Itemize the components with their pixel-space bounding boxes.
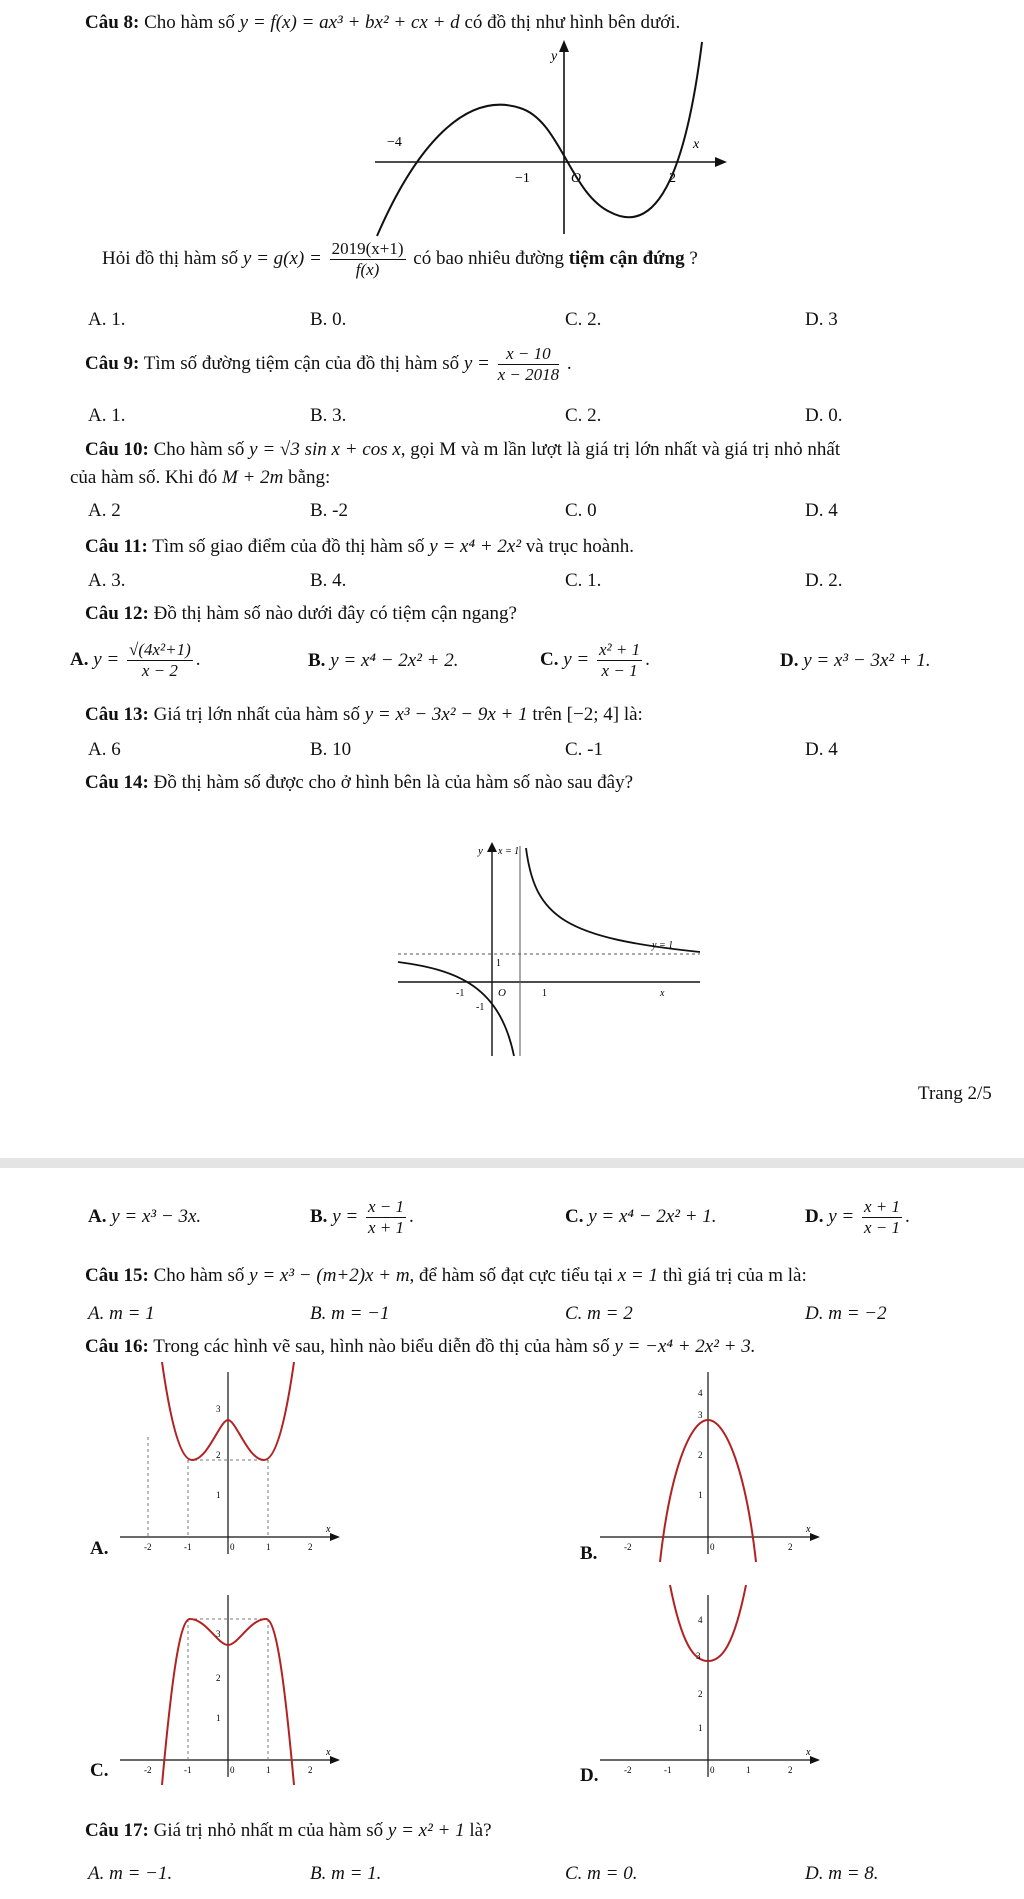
q14-option-d: D. y = $\frac{x + 1}{x - 1}$ .	[805, 1197, 910, 1238]
q8-sub-suffix: có bao nhiêu đường	[413, 248, 564, 269]
q16-c-tick-x0: 0	[230, 1765, 235, 1775]
q16-a-x-label: x	[326, 1524, 331, 1535]
q10-option-c: C. 0	[565, 500, 597, 521]
q15-text2: , để hàm số đạt cực tiểu tại	[409, 1265, 613, 1286]
q10-option-d: D. 4	[805, 500, 838, 521]
q12-option-a: A. y = $\frac{\text{√(4x²+1)}}{x - 2}$ .	[70, 640, 201, 681]
q14-d-label: D.	[805, 1206, 824, 1227]
q14-minus1-x-label: -1	[456, 988, 465, 999]
q15-formula: y = x³ − (m+2)x + m	[249, 1265, 410, 1286]
q14-option-b: B. y = $\frac{x - 1}{x + 1}$ .	[310, 1197, 414, 1238]
q16-b-x-arrow	[810, 1533, 820, 1541]
q11-label: Câu 11:	[85, 536, 148, 557]
q15-x1: x = 1	[617, 1265, 658, 1286]
q16-b-tick-y4: 4	[698, 1388, 703, 1398]
q14-d-den: x − 1	[864, 1218, 901, 1238]
q10-text2: , gọi M và m lần lượt là giá trị lớn nhất và giá trị nhỏ nhất	[400, 439, 841, 460]
q16-text: Trong các hình vẽ sau, hình nào biểu diễn đồ thị của hàm số	[153, 1336, 610, 1357]
q13-option-b: B. 10	[310, 739, 352, 760]
q10-line1	[85, 439, 840, 461]
q8-two-label: 2	[669, 171, 676, 186]
q17-option-a: A. m = −1.	[88, 1863, 173, 1884]
q16-b-x-label: x	[806, 1524, 811, 1535]
page-separator	[0, 1158, 1024, 1168]
q13-option-a: A. 6	[88, 739, 121, 760]
q14-one-x-label: 1	[542, 988, 547, 999]
q8-option-c: C. 2.	[565, 309, 602, 330]
q8-label: Câu 8:	[85, 12, 140, 33]
q17-option-d: D. m = 8.	[805, 1863, 879, 1884]
q16-a-tick-x2: 2	[308, 1542, 313, 1552]
q8-option-b: B. 0.	[310, 309, 347, 330]
q13-label: Câu 13:	[85, 704, 149, 725]
q14-origin-label: O	[498, 987, 506, 999]
q14-b-den: x + 1	[367, 1218, 404, 1238]
q17-label: Câu 17:	[85, 1820, 149, 1841]
q17-end: là?	[469, 1820, 492, 1841]
q16-c-tick-xm1: -1	[184, 1765, 192, 1775]
q8-origin-label: O	[571, 171, 582, 186]
q11-formula: y = x⁴ + 2x²	[429, 536, 522, 557]
q13-interval: [−2; 4]	[566, 704, 620, 725]
q16-d-x-arrow	[810, 1756, 820, 1764]
q16-c-x-arrow	[330, 1756, 340, 1764]
q11-option-d: D. 2.	[805, 570, 843, 591]
q16-option-d	[580, 1765, 598, 1787]
q8-y-arrow	[559, 40, 569, 52]
q16-option-b	[580, 1543, 597, 1565]
q16-a-tick-xm2: -2	[144, 1542, 152, 1552]
q14-x1-label: x = 1	[498, 846, 520, 857]
q15-option-b: B. m = −1	[310, 1303, 390, 1324]
q14-d-lhs: y =	[828, 1206, 855, 1227]
q9-end: .	[566, 353, 572, 374]
q14-left-branch	[398, 962, 514, 1056]
q16-c-tick-y2: 2	[216, 1673, 221, 1683]
q12-a-num: √(4x²+1)	[129, 640, 191, 660]
page-number: Trang 2/5	[918, 1083, 992, 1104]
q16-d-tick-x0: 0	[710, 1765, 715, 1775]
q16-b-label: B.	[580, 1543, 598, 1564]
q12-d-formula: y = x³ − 3x² + 1.	[803, 650, 931, 671]
q14-y-arrow	[487, 842, 497, 852]
q16-a-tick-xm1: -1	[184, 1542, 192, 1552]
q8-sub-num: 2019(x+1)	[331, 239, 404, 259]
q16-b-tick-x2: 2	[788, 1542, 793, 1552]
q14-b-label: B.	[310, 1206, 328, 1227]
q8-formula: y = f(x) = ax³ + bx² + cx + d	[239, 12, 460, 33]
q12-a-label: A.	[70, 649, 89, 670]
q12-c-lhs: y =	[563, 649, 590, 670]
q14-option-a	[88, 1193, 201, 1241]
q12-b-formula: y = x⁴ − 2x² + 2.	[330, 650, 459, 671]
q14-d-num: x + 1	[864, 1197, 901, 1217]
q14-x-label: x	[660, 988, 665, 999]
q16-c-tick-y1: 1	[216, 1713, 221, 1723]
q16-a-x-arrow	[330, 1533, 340, 1541]
q8-suffix: có đồ thị như hình bên dưới.	[464, 12, 681, 33]
q8-sub-end: ?	[689, 248, 698, 269]
q11-line	[85, 536, 634, 558]
q12-text: Đồ thị hàm số nào dưới đây có tiệm cận ngang?	[153, 603, 517, 624]
q9-option-d: D. 0.	[805, 405, 843, 426]
q15-label: Câu 15:	[85, 1265, 149, 1286]
q16-d-tick-y2: 2	[698, 1689, 703, 1699]
q16-b-tick-y1: 1	[698, 1490, 703, 1500]
q15-option-a: A. m = 1	[88, 1303, 155, 1324]
q12-c-den: x − 1	[601, 661, 638, 681]
q10-formula2: M + 2m	[221, 467, 284, 488]
q9-label: Câu 9:	[85, 353, 140, 374]
q8-x-arrow	[715, 157, 727, 167]
q14-b-num: x − 1	[367, 1197, 404, 1217]
q16-graph-c	[110, 1585, 350, 1785]
q17-line	[85, 1820, 492, 1842]
q14-b-fraction	[366, 1197, 406, 1238]
q11-option-c: C. 1.	[565, 570, 602, 591]
q10-line2	[70, 467, 330, 489]
q15-option-d: D. m = −2	[805, 1303, 887, 1324]
q17-text: Giá trị nhỏ nhất m của hàm số	[153, 1820, 384, 1841]
q16-a-tick-y1: 1	[216, 1490, 221, 1500]
q12-c-num: x² + 1	[599, 640, 641, 660]
q8-y-label: y	[551, 49, 558, 64]
q12-a-fraction	[127, 640, 193, 681]
q14-label: Câu 14:	[85, 772, 149, 793]
q9-den: x − 2018	[497, 365, 560, 385]
q8-sub-text: Hỏi đồ thị hàm số	[102, 248, 239, 269]
q12-a-den: x − 2	[141, 661, 178, 681]
q16-a-tick-y3: 3	[216, 1404, 221, 1414]
q14-c-formula: y = x⁴ − 2x² + 1.	[588, 1206, 717, 1227]
q14-a-label: A.	[88, 1206, 107, 1227]
q8-sub-line	[102, 237, 698, 281]
q14-a-formula: y = x³ − 3x.	[111, 1206, 202, 1227]
q16-d-tick-y1: 1	[698, 1723, 703, 1733]
q8-text: Cho hàm số	[144, 12, 235, 33]
q9-lhs: y =	[463, 353, 490, 374]
q16-a-tick-x1: 1	[266, 1542, 271, 1552]
q14-one-y-label: 1	[496, 958, 501, 969]
q11-option-a: A. 3.	[88, 570, 126, 591]
q8-option-a: A. 1.	[88, 309, 126, 330]
q10-text: Cho hàm số	[153, 439, 245, 460]
q8-line	[85, 12, 680, 34]
q16-d-tick-x1: 1	[746, 1765, 751, 1775]
q12-d-label: D.	[780, 650, 799, 671]
q11-option-b: B. 4.	[310, 570, 347, 591]
q8-sub-bold: tiệm cận đứng	[568, 248, 685, 269]
q9-line	[85, 342, 572, 386]
q12-label: Câu 12:	[85, 603, 149, 624]
q9-option-c: C. 2.	[565, 405, 602, 426]
q10-option-a: A. 2	[88, 500, 121, 521]
q15-option-c: C. m = 2	[565, 1303, 633, 1324]
q13-mid: trên	[532, 704, 562, 725]
q14-minus1-y-label: -1	[476, 1002, 485, 1013]
q16-c-tick-x1: 1	[266, 1765, 271, 1775]
q8-sub-fraction	[330, 239, 406, 280]
q16-d-x-label: x	[806, 1747, 811, 1758]
q16-c-tick-y3: 3	[216, 1629, 221, 1639]
q16-d-tick-xm2: -2	[624, 1765, 632, 1775]
q14-hyperbola-graph	[390, 838, 720, 1058]
q12-a-lhs: y =	[93, 649, 120, 670]
q10-line2-text: của hàm số. Khi đó	[70, 467, 218, 488]
q16-d-tick-xm1: -1	[664, 1765, 672, 1775]
q16-b-tick-y3: 3	[698, 1410, 703, 1420]
q14-y1-label: y = 1	[652, 940, 674, 951]
q12-c-label: C.	[540, 649, 559, 670]
q12-option-c: C. y = $\frac{\text{x² + 1}}{x - 1}$ .	[540, 640, 650, 681]
q8-curve	[377, 42, 702, 236]
q14-b-lhs: y =	[332, 1206, 359, 1227]
q14-c-label: C.	[565, 1206, 584, 1227]
q16-label: Câu 16:	[85, 1336, 149, 1357]
q9-option-a: A. 1.	[88, 405, 126, 426]
q12-line	[85, 603, 517, 625]
q13-option-c: C. -1	[565, 739, 603, 760]
q16-d-tick-y3: 3	[696, 1651, 701, 1661]
q16-graph-a	[110, 1362, 350, 1562]
q13-end: là:	[623, 704, 643, 725]
q12-option-b	[308, 650, 459, 672]
q16-option-c	[90, 1760, 108, 1782]
q16-c-tick-x2: 2	[308, 1765, 313, 1775]
q8-sub-lhs: y = g(x) =	[242, 248, 322, 269]
q16-line	[85, 1336, 755, 1358]
q16-graph-b	[590, 1362, 830, 1562]
q16-graph-d	[590, 1585, 830, 1785]
q11-text: Tìm số giao điểm của đồ thị hàm số	[152, 536, 425, 557]
q16-c-tick-xm2: -2	[144, 1765, 152, 1775]
q16-a-tick-y2: 2	[216, 1450, 221, 1460]
q14-right-branch	[526, 848, 700, 952]
q16-d-label: D.	[580, 1765, 599, 1786]
q14-line	[85, 772, 633, 794]
q17-formula: y = x² + 1	[387, 1820, 465, 1841]
q16-a-label: A.	[90, 1538, 109, 1559]
q14-option-c	[565, 1193, 717, 1241]
q8-x-label: x	[693, 137, 700, 152]
q17-option-b: B. m = 1.	[310, 1863, 382, 1884]
q16-b-tick-x0: 0	[710, 1542, 715, 1552]
q16-b-tick-xm2: -2	[624, 1542, 632, 1552]
q10-label: Câu 10:	[85, 439, 149, 460]
q10-formula: y = √3 sin x + cos x	[249, 439, 401, 460]
q13-option-d: D. 4	[805, 739, 838, 760]
q11-end: và trục hoành.	[525, 536, 634, 557]
q9-fraction	[498, 344, 560, 385]
q12-option-d	[780, 650, 931, 672]
q9-num: x − 10	[498, 344, 560, 365]
q14-text: Đồ thị hàm số được cho ở hình bên là của hàm số nào sau đây?	[153, 772, 634, 793]
q17-option-c: C. m = 0.	[565, 1863, 638, 1884]
q16-d-tick-y4: 4	[698, 1615, 703, 1625]
q8-sub-den: f(x)	[355, 260, 380, 280]
q13-line	[85, 704, 643, 726]
q14-y-label: y	[478, 845, 483, 857]
q13-text: Giá trị lớn nhất của hàm số	[153, 704, 360, 725]
q9-text: Tìm số đường tiệm cận của đồ thị hàm số	[143, 353, 460, 374]
q16-b-tick-y2: 2	[698, 1450, 703, 1460]
q8-option-d: D. 3	[805, 309, 838, 330]
q15-end: thì giá trị của m là:	[662, 1265, 807, 1286]
q10-option-b: B. -2	[310, 500, 348, 521]
q16-d-tick-x2: 2	[788, 1765, 793, 1775]
q15-text: Cho hàm số	[153, 1265, 245, 1286]
q16-formula: y = −x⁴ + 2x² + 3.	[614, 1336, 756, 1357]
q8-cubic-graph	[355, 38, 735, 238]
q10-line2-end: bằng:	[288, 467, 331, 488]
q16-option-a	[90, 1538, 108, 1560]
q16-c-x-label: x	[326, 1747, 331, 1758]
q12-b-label: B.	[308, 650, 326, 671]
q12-c-fraction	[597, 640, 642, 681]
q13-formula: y = x³ − 3x² − 9x + 1	[364, 704, 528, 725]
q9-option-b: B. 3.	[310, 405, 347, 426]
q8-minus1-label: −1	[515, 171, 530, 186]
q15-line	[85, 1265, 807, 1287]
q8-minus4-label: −4	[387, 135, 402, 150]
q16-a-tick-x0: 0	[230, 1542, 235, 1552]
q14-d-fraction	[862, 1197, 902, 1238]
q16-c-label: C.	[90, 1760, 109, 1781]
